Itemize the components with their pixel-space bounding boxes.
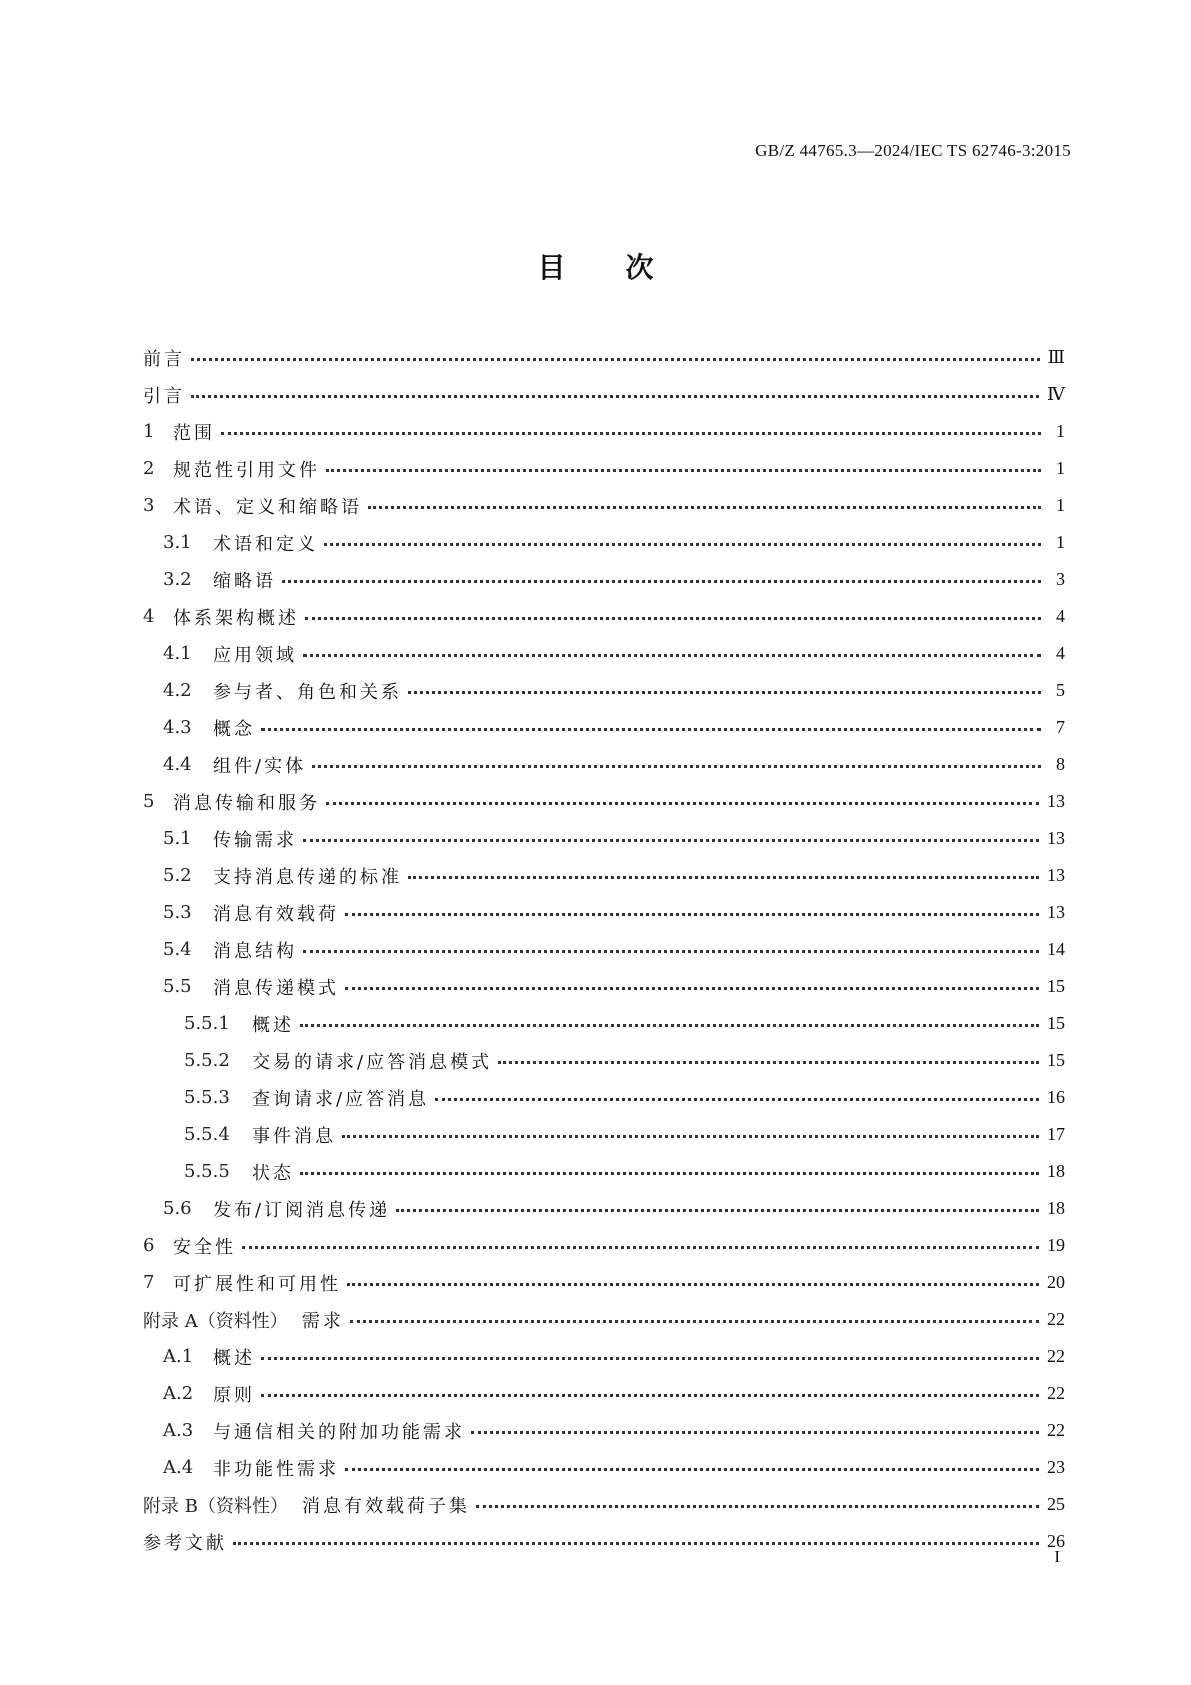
toc-entry-number: 3: [143, 495, 155, 516]
toc-entry-number: 5.3: [163, 902, 192, 923]
toc-entry-title: 体系架构概述: [173, 607, 299, 629]
toc-entry[interactable]: [143, 1116, 1065, 1153]
dot-leader: [300, 1024, 1039, 1027]
toc-entry-page: 8: [1056, 754, 1065, 774]
toc-entry-number: 7: [143, 1272, 155, 1293]
toc-entry-page: 20: [1047, 1272, 1065, 1292]
dot-leader: [342, 1135, 1039, 1138]
toc-entry-number: 5.5.5: [184, 1161, 230, 1182]
toc-entry-page: 14: [1047, 939, 1065, 959]
standard-code: GB/Z 44765.3—2024/IEC TS 62746-3:2015: [755, 141, 1071, 160]
toc-entry-page: 22: [1047, 1420, 1065, 1440]
toc-entry[interactable]: [143, 1486, 1065, 1523]
toc-entry[interactable]: [143, 524, 1065, 561]
dot-leader: [368, 506, 1041, 509]
dot-leader: [435, 1098, 1039, 1101]
toc-entry-page: Ⅳ: [1047, 384, 1065, 404]
toc-entry[interactable]: [143, 820, 1065, 857]
dot-leader: [242, 1246, 1039, 1249]
dot-leader: [345, 987, 1039, 990]
toc-entry[interactable]: [143, 1449, 1065, 1486]
toc-entry[interactable]: [143, 561, 1065, 598]
dot-leader: [326, 469, 1041, 472]
toc-entry-page: 22: [1047, 1383, 1065, 1403]
toc-entry[interactable]: [143, 931, 1065, 968]
toc-entry-number: 5.5.4: [184, 1124, 230, 1145]
toc-entry-number: 5.4: [163, 939, 192, 960]
toc-entry-page: 1: [1056, 532, 1065, 552]
dot-leader: [282, 580, 1041, 583]
dot-leader: [305, 617, 1041, 620]
toc-entry[interactable]: [143, 1153, 1065, 1190]
toc-entry-page: 3: [1056, 569, 1065, 589]
toc-entry-title: 事件消息: [252, 1125, 336, 1147]
toc-entry-number: A.4: [163, 1457, 194, 1478]
toc-entry-title: 消息传递模式: [213, 977, 339, 999]
toc-entry-page: 18: [1047, 1161, 1065, 1181]
toc-entry-title: 传输需求: [213, 829, 297, 851]
toc-entry-title: 可扩展性和可用性: [173, 1273, 341, 1295]
toc-entry-page: 19: [1047, 1235, 1065, 1255]
dot-leader: [261, 1394, 1039, 1397]
toc-entry-page: 26: [1047, 1531, 1065, 1551]
toc-entry-title: 组件/实体: [213, 755, 307, 777]
toc-entry-title: 状态: [252, 1162, 294, 1184]
toc-entry-title: 参考文献: [143, 1532, 227, 1554]
toc-entry-title: 术语和定义: [213, 533, 318, 555]
toc-entry-title: 前言: [143, 348, 185, 370]
toc-entry-page: 16: [1047, 1087, 1065, 1107]
toc-entry-title: 交易的请求/应答消息模式: [252, 1051, 493, 1073]
dot-leader: [408, 691, 1041, 694]
toc-entry[interactable]: [143, 487, 1065, 524]
page-title: 目次: [537, 251, 714, 284]
toc-entry-page: 22: [1047, 1346, 1065, 1366]
toc-entry[interactable]: [143, 376, 1065, 413]
toc-entry[interactable]: [143, 339, 1065, 376]
toc-entry-number: 5.5.1: [184, 1013, 230, 1034]
dot-leader: [303, 950, 1039, 953]
toc-entry-number: 2: [143, 458, 155, 479]
toc-entry-number: 5.5: [163, 976, 192, 997]
toc-entry-page: 15: [1047, 1050, 1065, 1070]
toc-entry[interactable]: [143, 1005, 1065, 1042]
dot-leader: [303, 654, 1041, 657]
toc-entry-title: 消息有效载荷子集: [301, 1495, 470, 1517]
toc-entry-title: 缩略语: [213, 570, 276, 592]
toc-entry-number: 4.3: [163, 717, 192, 738]
toc-entry-page: 1: [1056, 421, 1065, 441]
toc-entry-page: 15: [1047, 976, 1065, 996]
dot-leader: [498, 1061, 1039, 1064]
toc-entry[interactable]: [143, 1523, 1065, 1560]
toc-entry-title: 参与者、角色和关系: [213, 681, 402, 703]
toc-entry[interactable]: [143, 635, 1065, 672]
toc-entry-number: A.2: [163, 1383, 194, 1404]
dot-leader: [303, 839, 1039, 842]
toc-entry-title: 与通信相关的附加功能需求: [213, 1421, 465, 1443]
toc-entry-number: 5.2: [163, 865, 192, 886]
toc-entry[interactable]: [143, 1042, 1065, 1079]
toc-entry-number: 附录 B（资料性）: [143, 1495, 288, 1517]
toc-entry-number: 4.1: [163, 643, 192, 664]
toc-entry[interactable]: [143, 413, 1065, 450]
dot-leader: [233, 1542, 1039, 1545]
toc-entry[interactable]: [143, 672, 1065, 709]
toc-entry[interactable]: [143, 450, 1065, 487]
dot-leader: [312, 765, 1041, 768]
toc-entry-title: 消息传输和服务: [173, 792, 320, 814]
toc-entry[interactable]: [143, 1338, 1065, 1375]
dot-leader: [191, 358, 1040, 361]
toc-entry-title: 概述: [252, 1014, 294, 1036]
toc-entry-title: 范围: [173, 422, 215, 444]
toc-entry-number: 5.5.3: [184, 1087, 230, 1108]
toc-entry[interactable]: [143, 1375, 1065, 1412]
dot-leader: [300, 1172, 1039, 1175]
toc-entry-title: 安全性: [173, 1236, 236, 1258]
toc-entry-title: 查询请求/应答消息: [252, 1088, 430, 1110]
toc-entry[interactable]: [143, 857, 1065, 894]
toc-entry-title: 引言: [143, 385, 185, 407]
toc-entry[interactable]: [143, 1227, 1065, 1264]
dot-leader: [476, 1505, 1039, 1508]
toc-entry-page: 25: [1047, 1494, 1065, 1514]
dot-leader: [408, 876, 1039, 879]
dot-leader: [347, 1283, 1039, 1286]
toc-entry-title: 需求: [301, 1310, 344, 1332]
toc-entry[interactable]: [143, 1301, 1065, 1338]
page-number: I: [1054, 1547, 1060, 1566]
toc-entry[interactable]: [143, 1190, 1065, 1227]
toc-entry-title: 发布/订阅消息传递: [213, 1199, 391, 1221]
toc-entry[interactable]: [143, 598, 1065, 635]
toc-entry-number: 4.4: [163, 754, 192, 775]
dot-leader: [471, 1431, 1039, 1434]
toc-entry-page: 15: [1047, 1013, 1065, 1033]
toc-entry-number: 4: [143, 606, 155, 627]
dot-leader: [324, 543, 1041, 546]
toc-entry-number: 4.2: [163, 680, 192, 701]
toc-entry-number: 5.6: [163, 1198, 192, 1219]
toc-entry[interactable]: [143, 968, 1065, 1005]
toc-entry-page: 4: [1056, 606, 1065, 626]
toc-entry-number: A.1: [163, 1346, 194, 1367]
toc-entry-title: 原则: [213, 1384, 255, 1406]
toc-entry-title: 消息结构: [213, 940, 297, 962]
toc-entry-page: 13: [1047, 865, 1065, 885]
toc-entry-number: 3.2: [163, 569, 192, 590]
toc-entry-title: 规范性引用文件: [173, 459, 320, 481]
toc-entry-page: 4: [1056, 643, 1065, 663]
toc-entry-page: 1: [1056, 458, 1065, 478]
toc-entry-number: 5.5.2: [184, 1050, 230, 1071]
toc-entry-page: 22: [1047, 1309, 1065, 1329]
toc-entry-title: 应用领域: [213, 644, 297, 666]
toc-entry[interactable]: [143, 746, 1065, 783]
toc-entry-page: 5: [1056, 680, 1065, 700]
dot-leader: [345, 913, 1039, 916]
dot-leader: [221, 432, 1041, 435]
toc-entry-title: 消息有效载荷: [213, 903, 339, 925]
toc-entry-page: 13: [1047, 902, 1065, 922]
toc-entry-page: 13: [1047, 791, 1065, 811]
dot-leader: [350, 1320, 1039, 1323]
toc-entry-page: Ⅲ: [1047, 347, 1065, 367]
toc-entry-page: 23: [1047, 1457, 1065, 1477]
toc-entry[interactable]: [143, 1412, 1065, 1449]
toc-entry-number: 3.1: [163, 532, 192, 553]
dot-leader: [396, 1209, 1039, 1212]
toc-entry-number: A.3: [163, 1420, 194, 1441]
toc-entry[interactable]: [143, 1264, 1065, 1301]
toc-entry-number: 6: [143, 1235, 155, 1256]
dot-leader: [261, 1357, 1039, 1360]
toc-entry-title: 术语、定义和缩略语: [173, 496, 362, 518]
table-of-contents: [143, 339, 1065, 1560]
toc-entry-page: 1: [1056, 495, 1065, 515]
toc-entry-title: 概述: [213, 1347, 255, 1369]
dot-leader: [345, 1468, 1039, 1471]
toc-entry[interactable]: [143, 783, 1065, 820]
toc-entry-number: 5: [143, 791, 155, 812]
toc-entry-title: 非功能性需求: [213, 1458, 339, 1480]
toc-entry[interactable]: [143, 894, 1065, 931]
dot-leader: [261, 728, 1041, 731]
dot-leader: [191, 395, 1039, 398]
toc-entry-number: 附录 A（资料性）: [143, 1310, 288, 1332]
dot-leader: [326, 802, 1039, 805]
toc-entry[interactable]: [143, 1079, 1065, 1116]
toc-entry[interactable]: [143, 709, 1065, 746]
toc-entry-title: 概念: [213, 718, 255, 740]
toc-entry-number: 1: [143, 421, 155, 442]
toc-entry-title: 支持消息传递的标准: [213, 866, 402, 888]
toc-entry-number: 5.1: [163, 828, 192, 849]
toc-entry-page: 18: [1047, 1198, 1065, 1218]
toc-entry-page: 17: [1047, 1124, 1065, 1144]
toc-entry-page: 13: [1047, 828, 1065, 848]
toc-entry-page: 7: [1056, 717, 1065, 737]
